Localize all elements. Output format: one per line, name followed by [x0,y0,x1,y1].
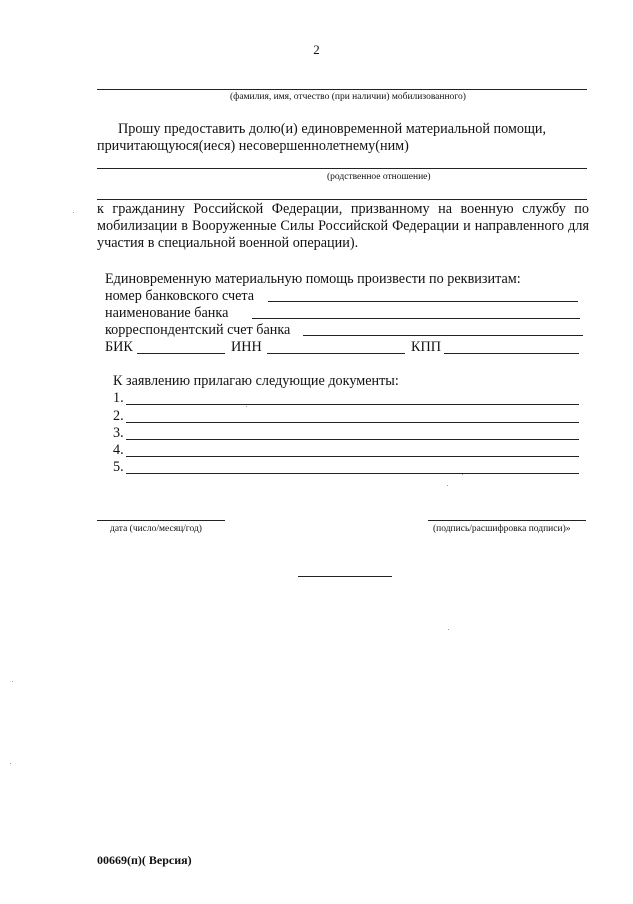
request-line-2: причитающуюся(иеся) несовершеннолетнему(ним) [97,138,409,154]
date-caption: дата (число/месяц/год) [110,524,202,534]
signature-caption: (подпись/расшифровка подписи)» [433,524,571,534]
scan-speck [448,629,449,630]
bik-label: БИК [105,339,133,355]
full-name-field-line [97,89,587,90]
scan-speck [10,763,11,764]
inn-field[interactable] [267,353,405,354]
request-line-1: Прошу предоставить долю(и) единовременной материальной помощи, [118,121,547,137]
relation-field-line [97,168,587,169]
account-number-field[interactable] [268,301,578,302]
correspondent-account-field[interactable] [303,335,583,336]
attachment-field-2[interactable] [126,422,579,423]
scan-speck [447,485,448,486]
bank-name-label: наименование банка [105,305,229,321]
attachment-field-5[interactable] [126,473,579,474]
scan-speck [246,406,247,407]
attachment-field-3[interactable] [126,439,579,440]
kpp-label: КПП [411,339,441,355]
relation-extra-line [97,199,587,200]
attachment-field-4[interactable] [126,456,579,457]
scan-speck [73,212,74,213]
attachment-number-3: 3. [113,425,124,441]
request-continuation: к гражданину Российской Федерации, призванному на военную службу по мобилизации в Вооруженные Силы Российской Федерации и направленного для участия в специальной военной операции). [97,201,589,251]
date-field-line[interactable] [97,520,225,521]
account-number-label: номер банковского счета [105,288,255,304]
correspondent-account-label: корреспондентский счет банка [105,322,291,338]
scan-speck [462,474,463,475]
attachments-intro: К заявлению прилагаю следующие документы: [113,373,399,389]
attachment-number-2: 2. [113,408,124,424]
page-number: 2 [313,42,320,57]
relation-caption: (родственное отношение) [327,172,431,182]
signature-field-line[interactable] [428,520,586,521]
full-name-caption: (фамилия, имя, отчество (при наличии) мобилизованного) [230,92,466,102]
attachment-number-5: 5. [113,459,124,475]
attachment-field-1[interactable] [126,404,579,405]
bik-field[interactable] [137,353,225,354]
document-code: 00669(п)( Версия) [97,853,192,867]
scan-speck [12,681,13,682]
requisites-intro: Единовременную материальную помощь произвести по реквизитам: [105,271,521,287]
attachment-number-1: 1. [113,390,124,406]
bank-name-field[interactable] [252,318,580,319]
closing-separator-line [298,576,392,577]
kpp-field[interactable] [444,353,579,354]
attachment-number-4: 4. [113,442,124,458]
inn-label: ИНН [231,339,262,355]
